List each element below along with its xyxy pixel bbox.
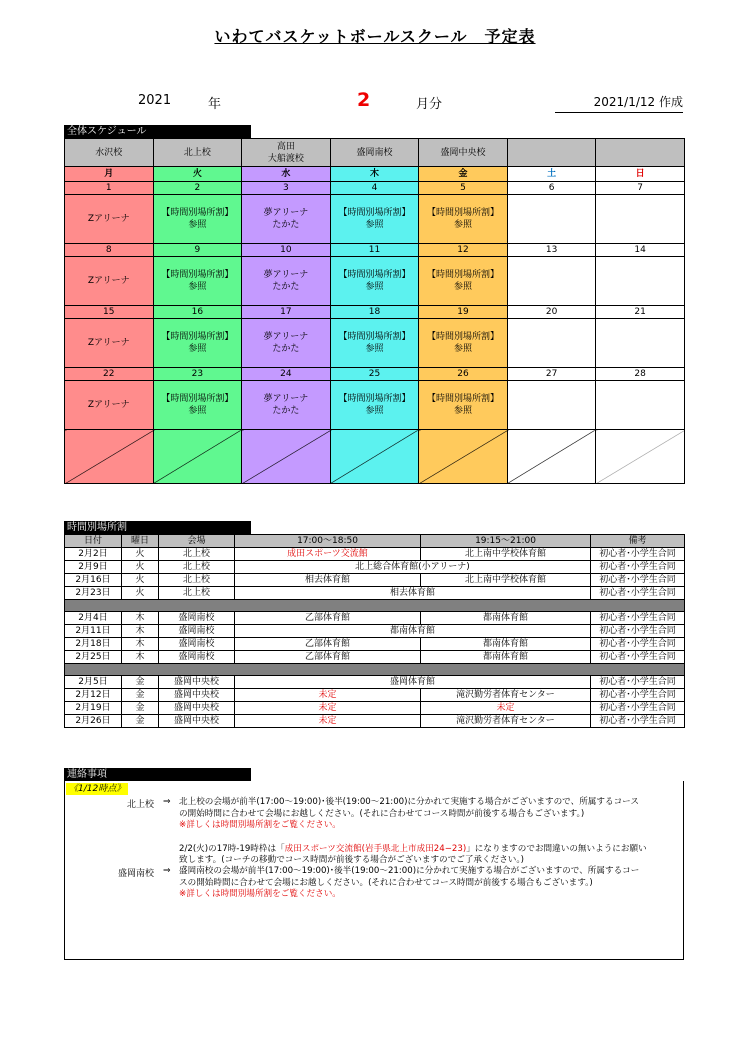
venue-row — [65, 561, 685, 574]
date-cell: 21 — [596, 306, 685, 319]
note-text: 2/2(火)の17時-19時枠は「 — [179, 843, 285, 854]
venue-note: 初心者･小学生合同 — [591, 715, 685, 728]
date-cell: 4 — [330, 182, 419, 195]
venue-date: 2月26日 — [65, 715, 122, 728]
venue-note: 初心者･小学生合同 — [591, 702, 685, 715]
empty-cell — [419, 430, 508, 484]
note-line: 北上校の会場が前半(17:00～19:00)･後半(19:00～21:00)に分かれて実施する場合がございますので、所属するコース — [179, 797, 639, 807]
day-cell: 水 — [242, 167, 331, 182]
activity-cell: 【時間別場所割】 参照 — [153, 381, 242, 430]
venue-school: 盛岡南校 — [159, 612, 235, 625]
venue-day: 金 — [122, 702, 159, 715]
venue-slot2: 北上南中学校体育館 — [421, 548, 591, 561]
venue-slot2: 都南体育館 — [421, 612, 591, 625]
venue-header-cell: 曜日 — [122, 535, 159, 548]
venue-row — [65, 548, 685, 561]
date-cell: 26 — [419, 368, 508, 381]
venue-label: 時間別場所割 — [64, 521, 251, 534]
note-morioka — [179, 866, 679, 901]
venue-date: 2月2日 — [65, 548, 122, 561]
venue-day: 金 — [122, 676, 159, 689]
date-cell: 7 — [596, 182, 685, 195]
venue-table — [64, 534, 685, 728]
group-separator — [65, 600, 685, 612]
date-cell: 28 — [596, 368, 685, 381]
empty-cell — [596, 430, 685, 484]
school-cell: 水沢校 — [65, 139, 154, 167]
activity-cell: 夢アリーナ たかた — [242, 195, 331, 244]
activity-cell: 【時間別場所割】 参照 — [153, 319, 242, 368]
venue-slot1: 未定 — [235, 702, 421, 715]
activity-cell: Zアリーナ — [65, 381, 154, 430]
venue-note: 初心者･小学生合同 — [591, 612, 685, 625]
activity-cell — [596, 381, 685, 430]
venue-slot1: 乙部体育館 — [235, 651, 421, 664]
day-cell: 木 — [330, 167, 419, 182]
school-cell: 盛岡南校 — [330, 139, 419, 167]
date-cell: 16 — [153, 306, 242, 319]
venue-slot2: 北上南中学校体育館 — [421, 574, 591, 587]
day-cell: 火 — [153, 167, 242, 182]
month-unit: 月分 — [416, 97, 443, 112]
activity-cell: 【時間別場所割】 参照 — [330, 319, 419, 368]
venue-header-cell: 日付 — [65, 535, 122, 548]
venue-note: 初心者･小学生合同 — [591, 587, 685, 600]
venue-slot1: 乙部体育館 — [235, 612, 421, 625]
note-line: の開始時間に合わせて会場にお越しください。(それに合わせてコース時間が前後する場合もございます。) — [179, 808, 585, 819]
activity-row — [65, 381, 685, 430]
venue-merged: 相去体育館 — [235, 587, 591, 600]
venue-date: 2月19日 — [65, 702, 122, 715]
date-cell: 20 — [507, 306, 596, 319]
venue-day: 木 — [122, 651, 159, 664]
note-line: ※詳しくは時間別場所割をご覧ください。 — [179, 889, 341, 899]
date-cell: 14 — [596, 244, 685, 257]
venue-day: 金 — [122, 715, 159, 728]
date-cell: 15 — [65, 306, 154, 319]
venue-note: 初心者･小学生合同 — [591, 638, 685, 651]
activity-cell: 【時間別場所割】 参照 — [419, 195, 508, 244]
notes-date-tag: 《1/12時点》 — [66, 783, 128, 795]
date-row — [65, 368, 685, 381]
venue-slot2: 都南体育館 — [421, 651, 591, 664]
venue-school: 北上校 — [159, 587, 235, 600]
separator-cell — [65, 600, 685, 612]
activity-cell: 【時間別場所割】 参照 — [330, 381, 419, 430]
notes-label: 連絡事項 — [64, 768, 251, 781]
activity-cell: 【時間別場所割】 参照 — [419, 381, 508, 430]
date-cell: 6 — [507, 182, 596, 195]
year-unit: 年 — [208, 97, 222, 112]
date-cell: 5 — [419, 182, 508, 195]
note-line — [179, 844, 679, 856]
date-cell: 23 — [153, 368, 242, 381]
venue-slot2: 未定 — [421, 702, 591, 715]
activity-cell: 【時間別場所割】 参照 — [330, 195, 419, 244]
venue-header-cell: 19:15～21:00 — [421, 535, 591, 548]
venue-day: 木 — [122, 638, 159, 651]
venue-date: 2月16日 — [65, 574, 122, 587]
venue-day: 火 — [122, 587, 159, 600]
school-cell — [596, 139, 685, 167]
note-address: 成田スポーツ交流館(岩手県北上市成田24−23) — [284, 843, 467, 854]
venue-date: 2月25日 — [65, 651, 122, 664]
empty-week-row — [65, 430, 685, 484]
venue-row — [65, 689, 685, 702]
activity-cell: Zアリーナ — [65, 319, 154, 368]
year: 2021 — [138, 93, 172, 108]
venue-note: 初心者･小学生合同 — [591, 676, 685, 689]
venue-school: 盛岡南校 — [159, 638, 235, 651]
venue-school: 北上校 — [159, 548, 235, 561]
venue-school: 盛岡南校 — [159, 625, 235, 638]
venue-date: 2月11日 — [65, 625, 122, 638]
venue-note: 初心者･小学生合同 — [591, 651, 685, 664]
activity-cell — [507, 257, 596, 306]
venue-slot1: 成田スポーツ交流館 — [235, 548, 421, 561]
venue-slot1: 相去体育館 — [235, 574, 421, 587]
venue-date: 2月5日 — [65, 676, 122, 689]
venue-school: 盛岡南校 — [159, 651, 235, 664]
date-cell: 24 — [242, 368, 331, 381]
activity-cell: Zアリーナ — [65, 257, 154, 306]
day-cell: 金 — [419, 167, 508, 182]
school-cell: 高田 大船渡校 — [242, 139, 331, 167]
arrow-icon: ⇒ — [163, 797, 171, 807]
activity-cell: 夢アリーナ たかた — [242, 319, 331, 368]
venue-day: 火 — [122, 548, 159, 561]
venue-row — [65, 702, 685, 715]
venue-row — [65, 587, 685, 600]
activity-row — [65, 195, 685, 244]
day-cell: 土 — [507, 167, 596, 182]
note-kitakami-label: 北上校 — [126, 800, 154, 810]
venue-slot2: 滝沢勤労者体育センター — [421, 689, 591, 702]
school-header-row — [65, 139, 685, 167]
date-cell: 10 — [242, 244, 331, 257]
venue-row — [65, 612, 685, 625]
note-line: 盛岡南校の会場が前半(17:00～19:00)･後半(19:00～21:00)に分かれて実施する場合がございますので、所属するコー — [179, 866, 640, 876]
date-cell: 25 — [330, 368, 419, 381]
venue-row — [65, 638, 685, 651]
activity-cell: 【時間別場所割】 参照 — [419, 257, 508, 306]
date-cell: 18 — [330, 306, 419, 319]
venue-row — [65, 625, 685, 638]
venue-date: 2月9日 — [65, 561, 122, 574]
venue-school: 盛岡中央校 — [159, 689, 235, 702]
activity-cell: 夢アリーナ たかた — [242, 257, 331, 306]
note-line: 致します。(コーチの移動でコース時間が前後する場合がございますのでご了承ください。) — [179, 855, 525, 865]
note-kitakami — [179, 797, 679, 867]
date-cell: 12 — [419, 244, 508, 257]
date-row — [65, 244, 685, 257]
venue-merged: 都南体育館 — [235, 625, 591, 638]
empty-cell — [65, 430, 154, 484]
note-line: ※詳しくは時間別場所割をご覧ください。 — [179, 820, 341, 830]
date-cell: 9 — [153, 244, 242, 257]
venue-day: 木 — [122, 625, 159, 638]
separator-cell — [65, 664, 685, 676]
venue-school: 盛岡中央校 — [159, 702, 235, 715]
venue-note: 初心者･小学生合同 — [591, 548, 685, 561]
date-cell: 17 — [242, 306, 331, 319]
activity-cell — [507, 319, 596, 368]
venue-header-cell: 17:00～18:50 — [235, 535, 421, 548]
venue-note: 初心者･小学生合同 — [591, 625, 685, 638]
date-row — [65, 306, 685, 319]
activity-cell — [596, 257, 685, 306]
created-date: 2021/1/12 作成 — [555, 93, 683, 113]
activity-cell: 【時間別場所割】 参照 — [419, 319, 508, 368]
note-line: スの開始時間に合わせて会場にお越しください。(それに合わせてコース時間が前後する場合もございます。) — [179, 877, 593, 888]
note-morioka-label: 盛岡南校 — [117, 869, 154, 879]
venue-note: 初心者･小学生合同 — [591, 561, 685, 574]
venue-header-cell: 備考 — [591, 535, 685, 548]
month: 2 — [357, 89, 371, 111]
group-separator — [65, 664, 685, 676]
venue-slot1: 未定 — [235, 689, 421, 702]
venue-note: 初心者･小学生合同 — [591, 689, 685, 702]
venue-day: 火 — [122, 574, 159, 587]
activity-row — [65, 257, 685, 306]
date-cell: 22 — [65, 368, 154, 381]
venue-header-row — [65, 535, 685, 548]
activity-cell — [507, 195, 596, 244]
date-cell: 27 — [507, 368, 596, 381]
activity-cell: 夢アリーナ たかた — [242, 381, 331, 430]
venue-row — [65, 651, 685, 664]
venue-slot1: 未定 — [235, 715, 421, 728]
venue-school: 北上校 — [159, 574, 235, 587]
date-cell: 13 — [507, 244, 596, 257]
venue-merged: 北上総合体育館(小アリーナ) — [235, 561, 591, 574]
venue-school: 北上校 — [159, 561, 235, 574]
activity-row — [65, 319, 685, 368]
venue-header-cell: 会場 — [159, 535, 235, 548]
date-cell: 3 — [242, 182, 331, 195]
day-cell: 月 — [65, 167, 154, 182]
school-cell: 盛岡中央校 — [419, 139, 508, 167]
date-cell: 1 — [65, 182, 154, 195]
venue-date: 2月4日 — [65, 612, 122, 625]
venue-date: 2月18日 — [65, 638, 122, 651]
venue-row — [65, 715, 685, 728]
venue-date: 2月23日 — [65, 587, 122, 600]
day-header-row — [65, 167, 685, 182]
venue-school: 盛岡中央校 — [159, 676, 235, 689]
school-cell — [507, 139, 596, 167]
activity-cell: 【時間別場所割】 参照 — [153, 257, 242, 306]
venue-day: 火 — [122, 561, 159, 574]
date-row — [65, 182, 685, 195]
activity-cell: Zアリーナ — [65, 195, 154, 244]
empty-cell — [330, 430, 419, 484]
venue-row — [65, 574, 685, 587]
venue-date: 2月12日 — [65, 689, 122, 702]
arrow-icon: ⇒ — [163, 866, 171, 876]
venue-day: 金 — [122, 689, 159, 702]
venue-note: 初心者･小学生合同 — [591, 574, 685, 587]
schedule-table — [64, 138, 685, 484]
empty-cell — [242, 430, 331, 484]
venue-merged: 盛岡体育館 — [235, 676, 591, 689]
venue-row — [65, 676, 685, 689]
schedule-label: 全体スケジュール — [64, 125, 251, 138]
page-title: いわてバスケットボールスクール 予定表 — [214, 27, 536, 46]
venue-slot2: 滝沢勤労者体育センター — [421, 715, 591, 728]
empty-cell — [507, 430, 596, 484]
activity-cell — [596, 195, 685, 244]
date-cell: 2 — [153, 182, 242, 195]
empty-cell — [153, 430, 242, 484]
activity-cell — [596, 319, 685, 368]
activity-cell — [507, 381, 596, 430]
venue-slot1: 乙部体育館 — [235, 638, 421, 651]
day-cell: 日 — [596, 167, 685, 182]
activity-cell: 【時間別場所割】 参照 — [330, 257, 419, 306]
school-cell: 北上校 — [153, 139, 242, 167]
note-text: 」になりますのでお間違いの無いようにお願い — [466, 843, 647, 854]
date-cell: 8 — [65, 244, 154, 257]
activity-cell: 【時間別場所割】 参照 — [153, 195, 242, 244]
venue-day: 木 — [122, 612, 159, 625]
venue-school: 盛岡中央校 — [159, 715, 235, 728]
date-cell: 19 — [419, 306, 508, 319]
venue-slot2: 都南体育館 — [421, 638, 591, 651]
date-cell: 11 — [330, 244, 419, 257]
